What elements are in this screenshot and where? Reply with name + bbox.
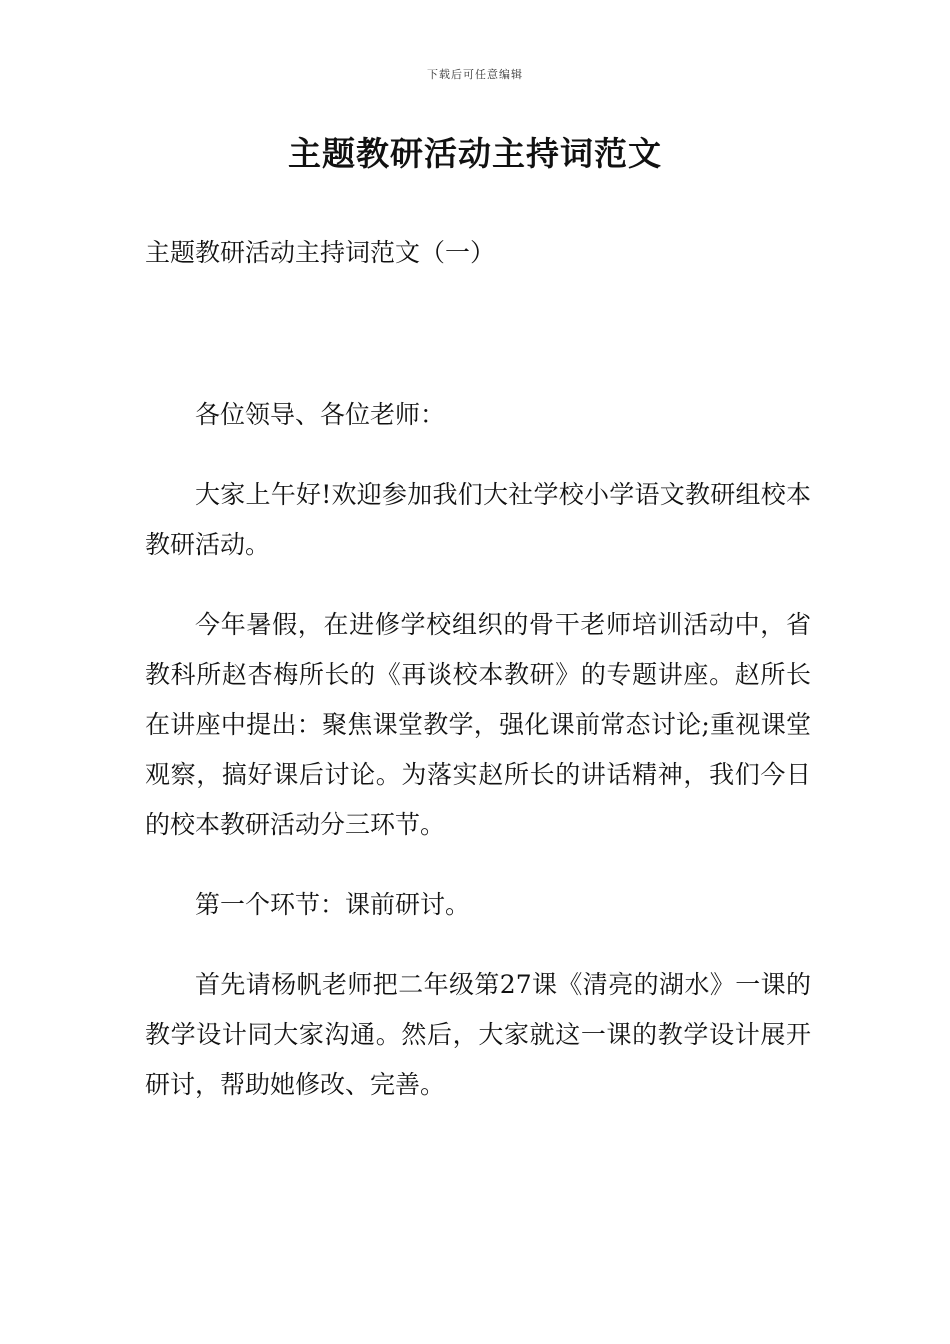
spacer: [145, 930, 811, 960]
paragraph-greeting: 各位领导、各位老师：: [195, 400, 446, 429]
spacer: [145, 850, 811, 880]
spacer: [145, 440, 811, 470]
spacer: [145, 278, 811, 390]
document-body: [145, 228, 811, 1110]
document-title: 主题教研活动主持词范文: [288, 134, 662, 173]
paragraph-welcome: 大家上午好!欢迎参加我们大社学校小学语文教研组校本教研活动。: [145, 480, 811, 559]
paragraph-lesson-design: 首先请杨帆老师把二年级第27课《清亮的湖水》一课的教学设计同大家沟通。然后，大家就这一课的教学设计展开研讨，帮助她修改、完善。: [145, 970, 811, 1099]
paragraph-stage-one: 第一个环节：课前研讨。: [195, 890, 471, 919]
header-note: 下载后可任意编辑: [427, 68, 523, 81]
paragraph-background: 今年暑假，在进修学校组织的骨干老师培训活动中，省教科所赵杏梅所长的《再谈校本教研》的专题讲座。赵所长在讲座中提出：聚焦课堂教学，强化课前常态讨论;重视课堂观察，搞好课后讨论。为落实赵所长的讲话精神，我们今日的校本教研活动分三环节。: [145, 610, 811, 839]
spacer: [145, 570, 811, 600]
section-subtitle: 主题教研活动主持词范文（一）: [145, 238, 496, 267]
